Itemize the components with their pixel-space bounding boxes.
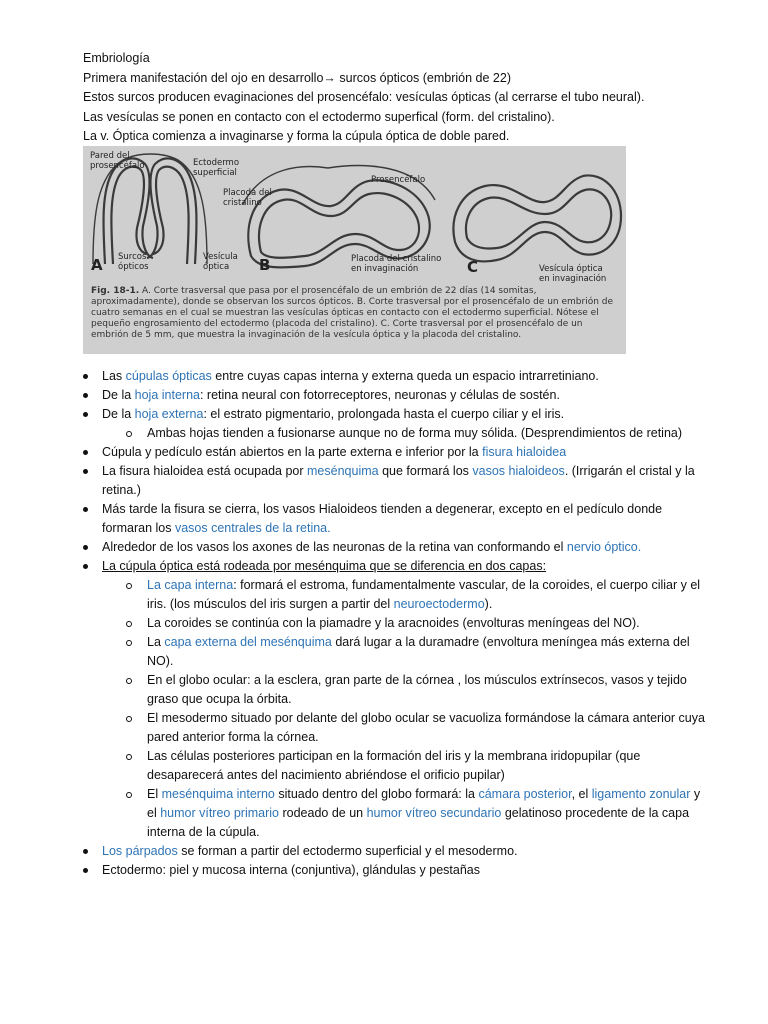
text-run: se forman a partir del ectodermo superficial y el mesodermo.: [177, 844, 518, 858]
text-run: Ectodermo: piel y mucosa interna (conjuntiva), glándulas y pestañas: [102, 863, 480, 877]
text-run: : retina neural con fotorreceptores, neuronas y células de sostén.: [199, 388, 560, 402]
label-letter-c: C: [467, 258, 479, 276]
highlight-term: mesénquima: [307, 464, 379, 478]
label-vesicula-inv-1: Vesícula óptica: [539, 264, 603, 274]
text-run: Las: [102, 369, 126, 383]
text-run: El mesodermo situado por delante del globo ocular se vacuoliza formándose la cámara anterior cuya pared anterior forma la córnea.: [147, 711, 705, 744]
highlight-term: cúpulas ópticas: [125, 369, 212, 383]
list-item: [82, 405, 706, 443]
highlight-term: vasos centrales de la retina.: [174, 521, 331, 535]
intro-paragraph: [83, 49, 723, 147]
sub-bullet-icon: [126, 583, 132, 589]
label-placoda-inv-2: en invaginación: [351, 264, 419, 274]
text-run: : formará el estroma, fundamentalmente vascular, de la coroides, el cuerpo ciliar y el iris. (los músculos del iris surgen a partir del: [147, 578, 701, 611]
text-run: ).: [484, 597, 493, 611]
sub-list-item: [102, 424, 706, 443]
bullet-icon: [83, 469, 88, 474]
highlight-term: Los párpados: [102, 844, 178, 858]
text-run: que formará los: [378, 464, 473, 478]
sub-list-item: [102, 747, 706, 785]
sub-bullet-icon: [126, 621, 132, 627]
sub-list-item: [102, 614, 706, 633]
intro-line: Estos surcos producen evaginaciones del prosencéfalo: vesículas ópticas (al cerrarse el tubo neural).: [83, 90, 645, 104]
embryology-figure: [83, 146, 626, 354]
label-vesicula-inv-2: en invaginación: [539, 274, 607, 284]
label-surcos-1: Surcos: [118, 252, 147, 262]
caption-lead: Fig. 18-1.: [91, 286, 140, 296]
sub-list-item: [102, 576, 706, 614]
intro-line: Las vesículas se ponen en contacto con el ectodermo superfical (form. del cristalino).: [83, 109, 555, 124]
highlight-term: humor vítreo secundario: [366, 806, 502, 820]
sub-bullet-icon: [126, 678, 132, 684]
list-item: [82, 538, 706, 557]
sub-list-item: [102, 671, 706, 709]
highlight-term: capa externa del mesénquima: [164, 635, 332, 649]
intro-line: La v. Óptica comienza a invaginarse y forma la cúpula óptica de doble pared.: [83, 129, 510, 143]
text-run: Cúpula y pedículo están abiertos en la parte externa e inferior por la: [102, 445, 483, 459]
bullet-icon: [83, 849, 88, 854]
text-run: entre cuyas capas interna y externa queda un espacio intrarretiniano.: [211, 369, 599, 383]
label-letter-a: A: [91, 256, 103, 274]
text-run: , el: [571, 787, 592, 801]
list-item: [82, 557, 706, 842]
list-item: [82, 500, 706, 538]
text-run: dará lugar a la duramadre (envoltura meníngea más externa del NO).: [147, 635, 690, 668]
underlined-heading: La cúpula óptica está rodeada por mesénquima que se diferencia en dos capas:: [102, 559, 547, 573]
intro-line: Primera manifestación del ojo en desarrollo→ surcos ópticos (embrión de 22): [83, 70, 511, 85]
label-vesicula-1: Vesícula: [203, 252, 238, 262]
highlight-term: nervio óptico.: [566, 540, 642, 554]
list-item: [82, 386, 706, 405]
label-vesicula-2: óptica: [203, 262, 230, 272]
sub-bullet-icon: [126, 716, 132, 722]
highlight-term: ligamento zonular: [591, 787, 691, 801]
highlight-term: fisura hialoidea: [482, 445, 567, 459]
text-run: La: [147, 635, 165, 649]
text-run: El: [147, 787, 162, 801]
embryo-diagram: [83, 146, 626, 286]
sub-list: [102, 576, 706, 842]
text-run: La coroides se continúa con la piamadre y la aracnoides (envolturas meníngeas del NO).: [147, 616, 640, 630]
bullet-icon: [83, 450, 88, 455]
highlight-term: La capa interna: [147, 578, 234, 592]
list-item: [82, 842, 706, 861]
bullet-icon: [83, 564, 88, 569]
text-run: rodeado de un: [279, 806, 367, 820]
bullet-icon: [83, 868, 88, 873]
label-pared-1: Pared del: [90, 151, 130, 161]
highlight-term: neuroectodermo: [393, 597, 485, 611]
sub-list-item: [102, 709, 706, 747]
text-run: Ambas hojas tienden a fusionarse aunque no de forma muy sólida. (Desprendimientos de retina): [147, 426, 683, 440]
sub-list: [102, 424, 706, 443]
document-title: Embriología: [83, 51, 150, 65]
label-placoda-1: Placoda del: [223, 188, 272, 198]
label-pared-2: prosencéfalo: [90, 161, 145, 171]
highlight-term: cámara posterior: [478, 787, 572, 801]
label-surcos-2: ópticos: [118, 262, 149, 272]
label-ectodermo-2: superficial: [193, 168, 237, 178]
caption-text: A. Corte trasversal que pasa por el prosencéfalo de un embrión de 22 días (14 somitas, aproximadamente), donde se observan los surcos ópticos. B. Corte trasversal por el prosencéfalo de un embrión de cuatro semanas en el cual se muestran las vesículas ópticas en contacto con el ectodermo superficial. Nótese el pequeño engrosamiento del ectodermo (placoda del cristalino). C. Corte trasversal por el prosencéfalo de un embrión de 5 mm, que muestra la invaginación de la vesícula óptica y la placoda del cristalino.: [91, 286, 614, 340]
text-run: Alrededor de los vasos los axones de las neuronas de la retina van conformando el: [102, 540, 567, 554]
bullet-list: [82, 367, 706, 880]
text-run: situado dentro del globo formará: la: [274, 787, 479, 801]
text-run: En el globo ocular: a la esclera, gran parte de la córnea , los músculos extrínsecos, vasos y tejido graso que ocupa la órbita.: [147, 673, 687, 706]
label-prosencefalo: Prosencéfalo: [371, 175, 426, 185]
figure-caption: [91, 286, 621, 341]
sub-bullet-icon: [126, 754, 132, 760]
label-letter-b: B: [259, 256, 271, 274]
sub-bullet-icon: [126, 640, 132, 646]
text-run: : el estrato pigmentario, prolongada hasta el cuerpo ciliar y el iris.: [203, 407, 565, 421]
sub-list-item: [102, 633, 706, 671]
sub-list-item: [102, 785, 706, 842]
label-ectodermo-1: Ectodermo: [193, 158, 240, 168]
highlight-term: mesénquima interno: [161, 787, 275, 801]
sub-bullet-icon: [126, 431, 132, 437]
bullet-icon: [83, 507, 88, 512]
text-run: y el: [147, 787, 701, 820]
list-item: [82, 861, 706, 880]
highlight-term: hoja externa: [134, 407, 204, 421]
highlight-term: humor vítreo primario: [160, 806, 279, 820]
highlight-term: hoja interna: [134, 388, 200, 402]
text-run: . (Irrigarán el cristal y la retina.): [102, 464, 695, 497]
label-placoda-2: cristalino: [223, 198, 262, 208]
bullet-icon: [83, 412, 88, 417]
list-item: [82, 462, 706, 500]
text-run: De la: [102, 407, 135, 421]
text-run: Más tarde la fisura se cierra, los vasos Hialoideos tienden a degenerar, excepto en el pedículo donde formaran los: [102, 502, 663, 535]
sub-bullet-icon: [126, 792, 132, 798]
text-run: De la: [102, 388, 135, 402]
bullet-icon: [83, 374, 88, 379]
text-run: La fisura hialoidea está ocupada por: [102, 464, 308, 478]
list-item: [82, 443, 706, 462]
bullet-icon: [83, 393, 88, 398]
highlight-term: vasos hialoideos: [472, 464, 565, 478]
label-placoda-inv-1: Placoda del cristalino: [351, 254, 442, 264]
bullet-icon: [83, 545, 88, 550]
list-item: [82, 367, 706, 386]
text-run: gelatinoso procedente de la capa interna de la cúpula.: [147, 806, 690, 839]
text-run: Las células posteriores participan en la formación del iris y la membrana iridopupilar (que desaparecerá antes del nacimiento abriéndose el orificio pupilar): [147, 749, 641, 782]
